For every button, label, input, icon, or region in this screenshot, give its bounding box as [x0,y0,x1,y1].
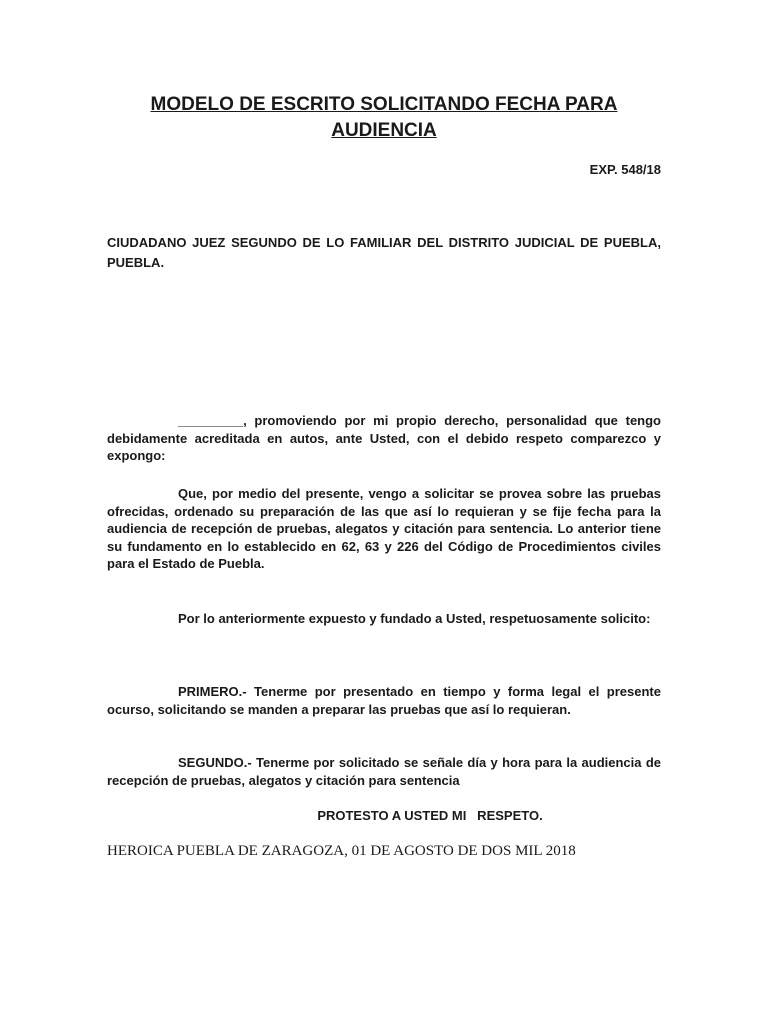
paragraph-solicitud: Que, por medio del presente, vengo a solicitar se provea sobre las pruebas ofrecidas, ordenado su preparación de las que así lo requieran y se fije fecha para la audiencia de recepción de pruebas, alegatos y citación para sentencia. Lo anterior tiene su fundamento en lo establecido en 62, 63 y 226 del Código de Procedimientos civiles para el Estado de Puebla. [107,486,661,572]
expediente-number: EXP. 548/18 [589,162,661,177]
paragraph-expuesto: Por lo anteriormente expuesto y fundado a Usted, respetuosamente solicito: [178,611,651,626]
document-title: MODELO DE ESCRITO SOLICITANDO FECHA PARA AUDIENCIA [150,94,618,141]
paragraph-primero: PRIMERO.- Tenerme por presentado en tiempo y forma legal el presente ocurso, solicitando se manden a preparar las pruebas que así lo requieran. [107,684,661,717]
addressee: CIUDADANO JUEZ SEGUNDO DE LO FAMILIAR DEL DISTRITO JUDICIAL DE PUEBLA, PUEBLA. [107,235,661,270]
paragraph-segundo: SEGUNDO.- Tenerme por solicitado se señale día y hora para la audiencia de recepción de pruebas, alegatos y citación para sentencia [107,755,661,788]
place-and-date: HEROICA PUEBLA DE ZARAGOZA, 01 DE AGOSTO DE DOS MIL 2018 [107,843,576,859]
closing-statement: PROTESTO A USTED MI RESPETO. [317,808,543,823]
paragraph-promovente: _________, promoviendo por mi propio derecho, personalidad que tengo debidamente acreditada en autos, ante Usted, con el debido respeto comparezco y expongo: [107,413,661,464]
